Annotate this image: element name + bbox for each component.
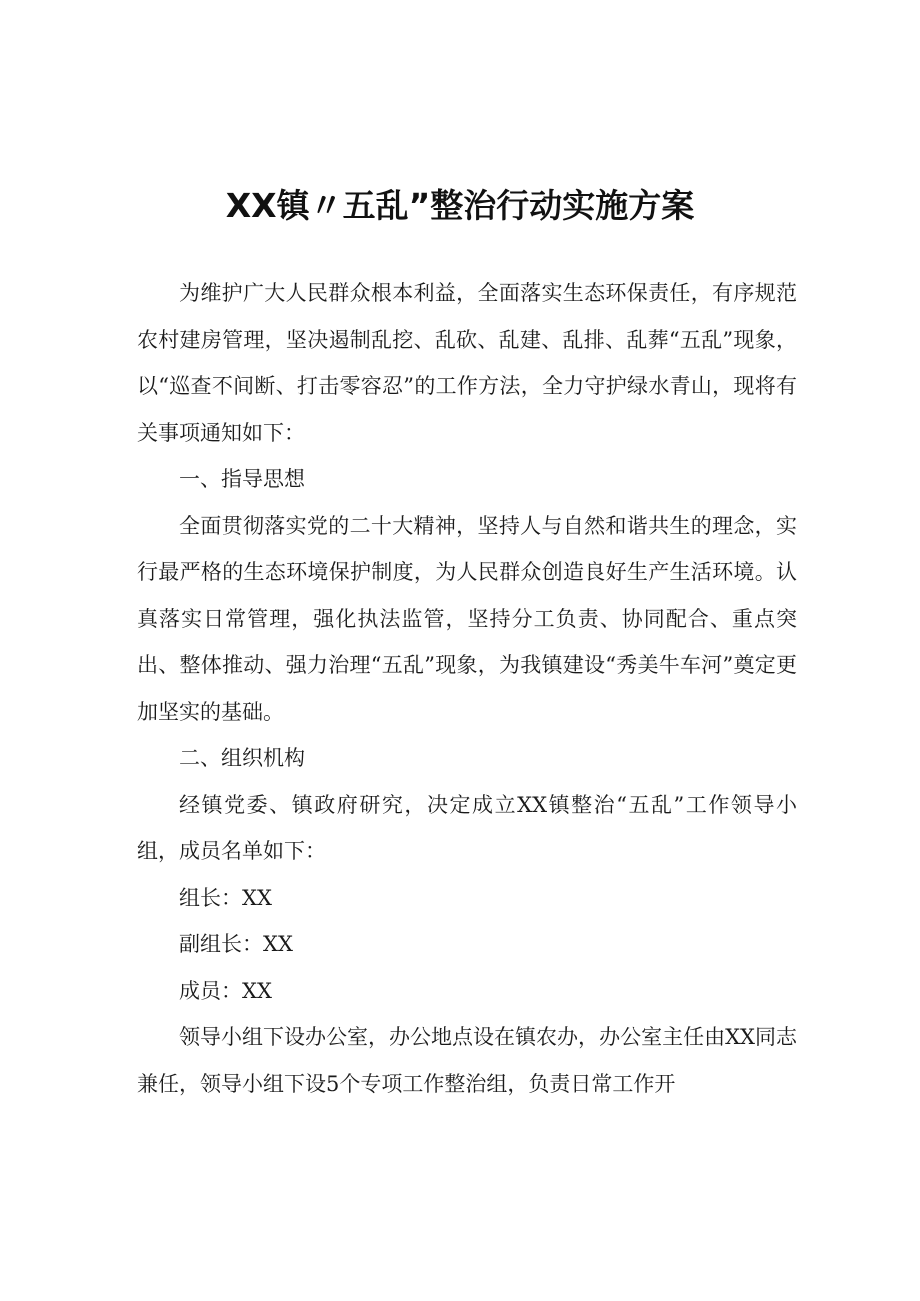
members-line: 成员：XX [179,978,272,1003]
group-leader-line: 组长：XX [179,885,272,910]
section-heading-organization: 二、组织机构 [179,746,305,770]
guiding-ideology-paragraph: 全面贯彻落实党的二十大精神，坚持人与自然和谐共生的理念，实行最严格的生态环境保护制度，为人民群众创造良好生产生活环境。认真落实日常管理，强化执法监管，坚持分工负责、协同配合、重点突出、整体推动、强力治理“五乱”现象，为我镇建设“秀美牛车河”奠定更加坚实的基础。 [137,513,797,724]
document-title: XX镇〃五乱”整治行动实施方案 [225,186,695,225]
document-body [137,270,797,1107]
intro-paragraph: 为维护广大人民群众根本利益，全面落实生态环保责任，有序规范农村建房管理，坚决遏制乱挖、乱砍、乱建、乱排、乱葬“五乱”现象，以“巡查不间断、打击零容忍”的工作方法，全力守护绿水青山，现将有关事项通知如下： [137,281,797,445]
organization-paragraph: 经镇党委、镇政府研究，决定成立XX镇整治“五乱”工作领导小组，成员名单如下： [137,792,797,863]
office-paragraph: 领导小组下设办公室，办公地点设在镇农办，办公室主任由XX同志兼任，领导小组下设5个专项工作整治组，负责日常工作开 [137,1025,797,1096]
section-heading-guiding-ideology: 一、指导思想 [179,467,305,491]
deputy-leader-line: 副组长：XX [179,932,293,956]
